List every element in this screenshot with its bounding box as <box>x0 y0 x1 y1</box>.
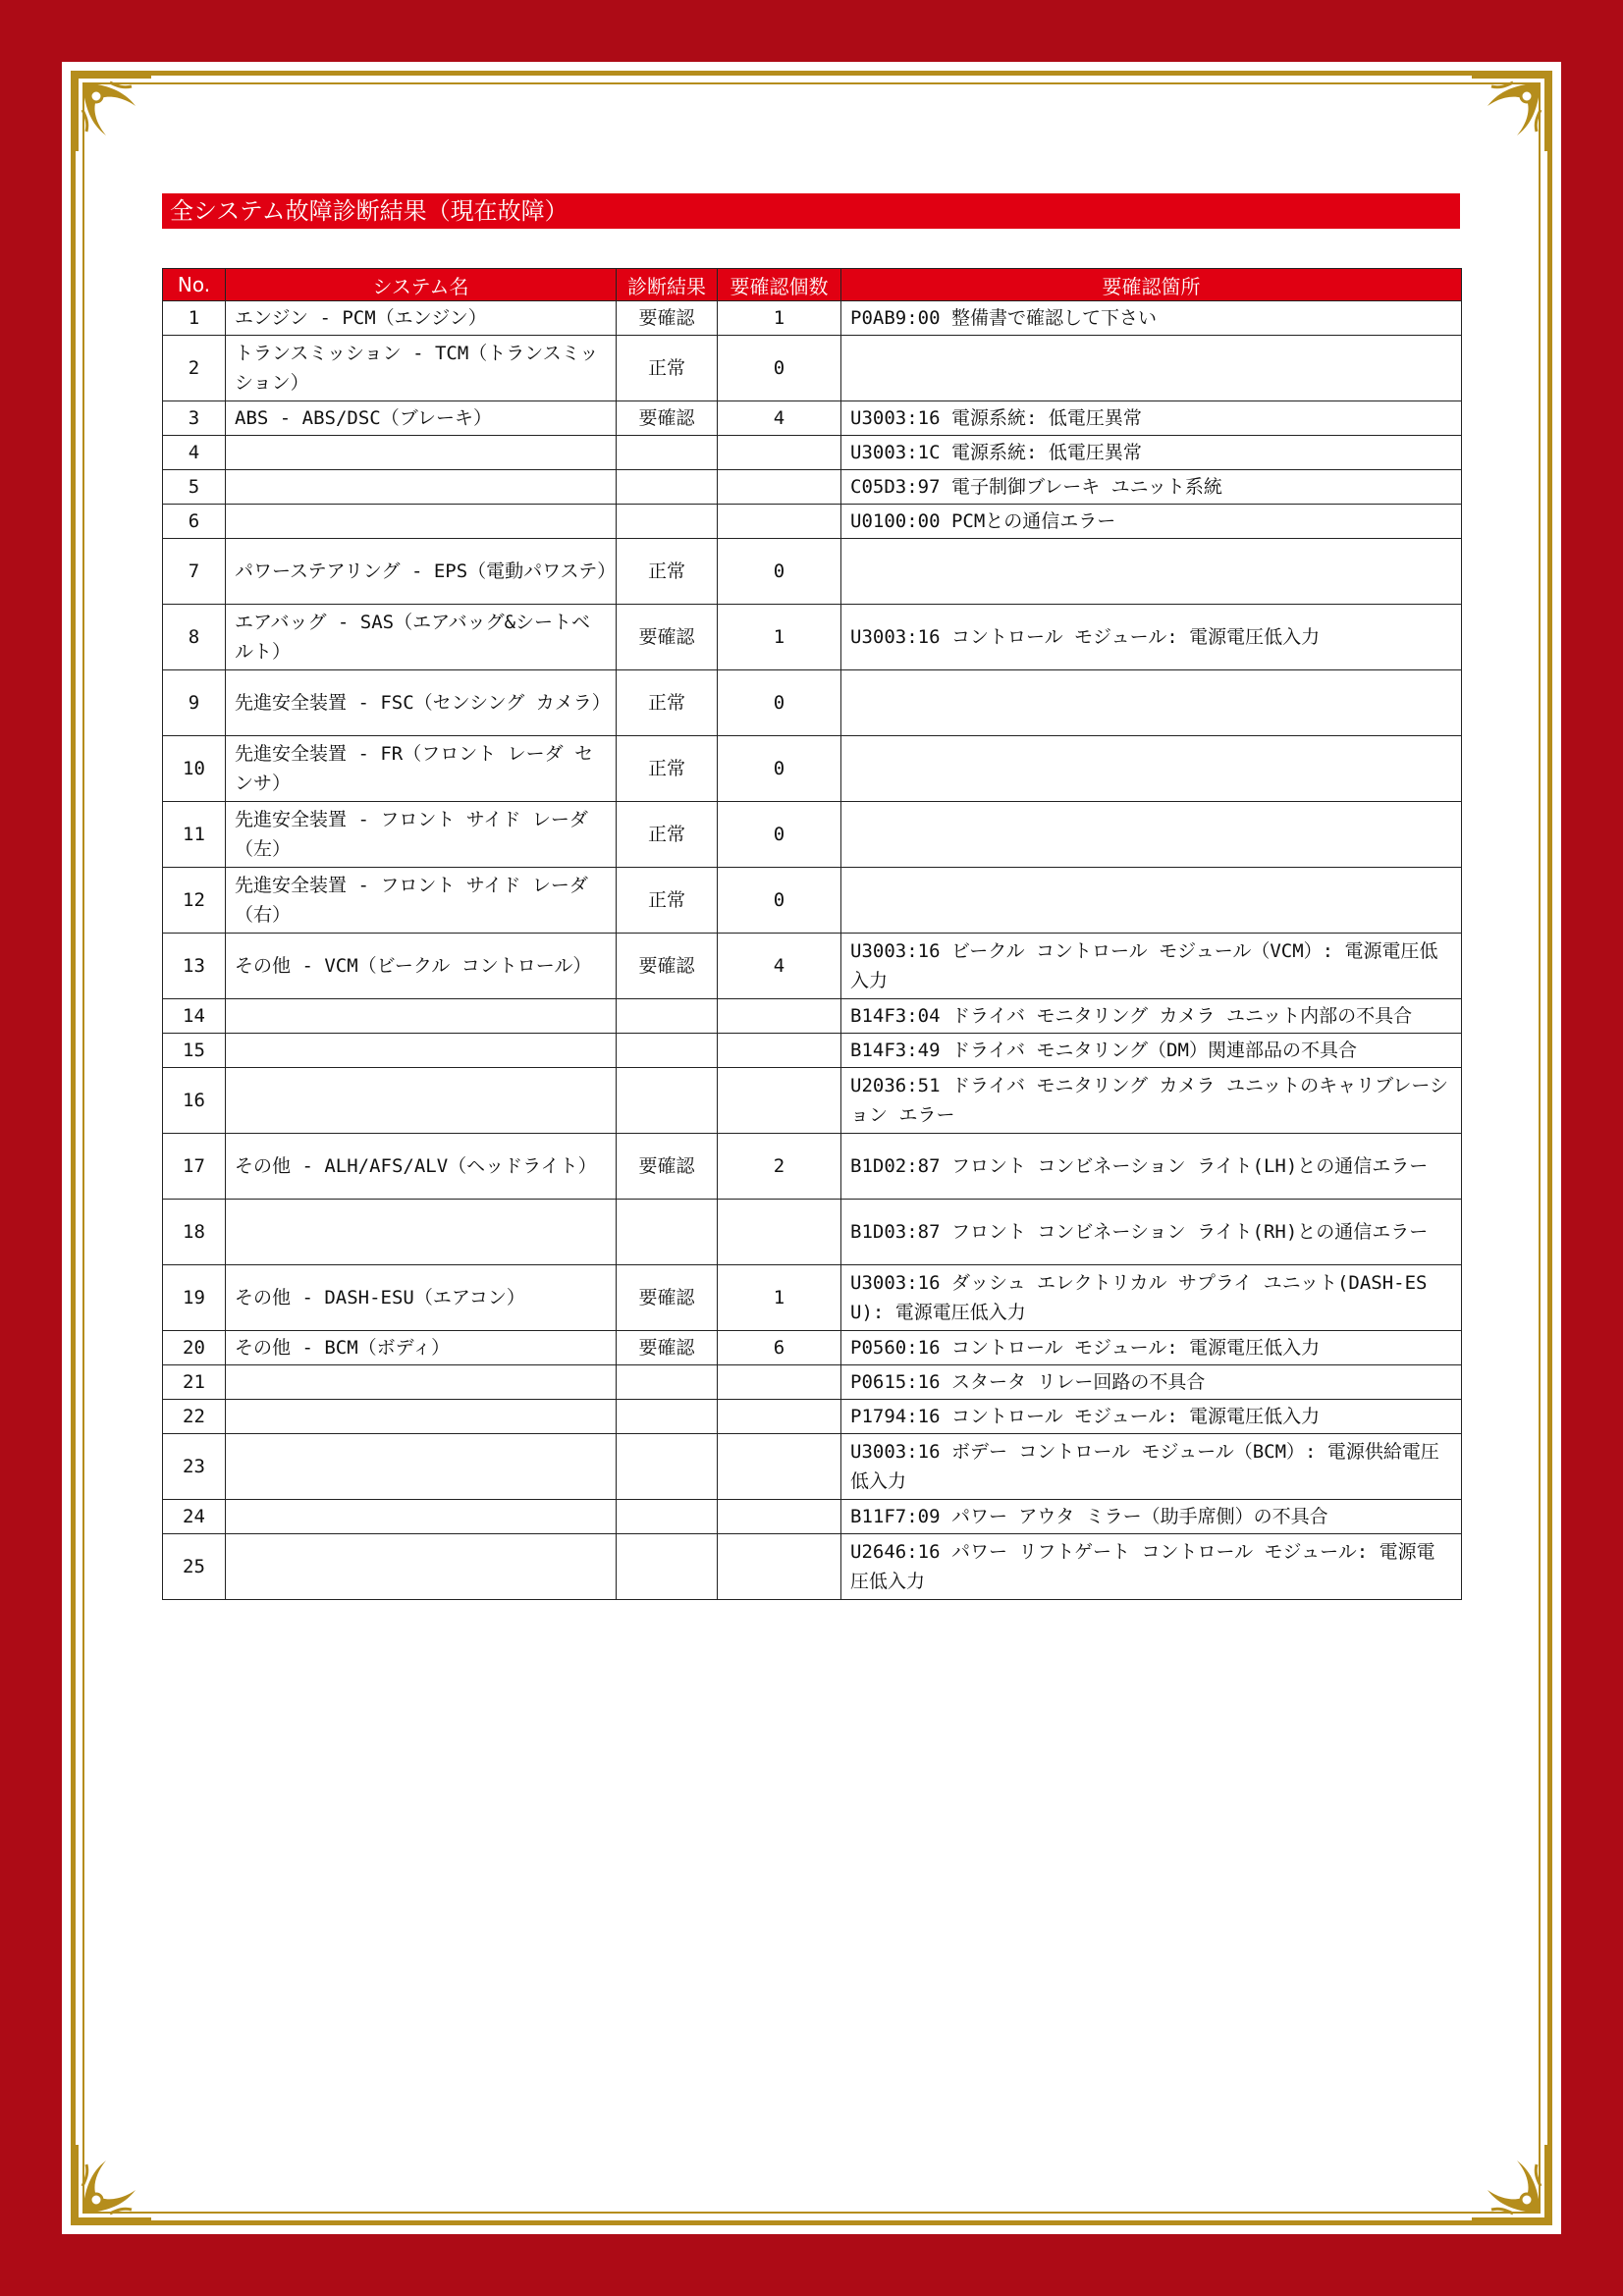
cell-detail: U3003:16 ボデー コントロール モジュール（BCM）: 電源供給電圧低入力 <box>841 1434 1462 1500</box>
ornament-corner-icon <box>67 2141 155 2229</box>
cell-result: 正常 <box>617 868 718 934</box>
cell-result <box>617 1200 718 1265</box>
cell-detail: U3003:16 コントロール モジュール: 電源電圧低入力 <box>841 605 1462 670</box>
cell-detail: P0560:16 コントロール モジュール: 電源電圧低入力 <box>841 1331 1462 1365</box>
cell-count: 4 <box>718 934 841 999</box>
cell-detail: C05D3:97 電子制御ブレーキ ユニット系統 <box>841 470 1462 505</box>
table-row <box>163 539 1462 605</box>
cell-detail: P0AB9:00 整備書で確認して下さい <box>841 301 1462 336</box>
cell-result: 正常 <box>617 670 718 736</box>
table-row <box>163 470 1462 505</box>
header-detail: 要確認箇所 <box>841 269 1462 301</box>
table-row <box>163 401 1462 436</box>
header-count: 要確認個数 <box>718 269 841 301</box>
cell-no: 12 <box>163 868 226 934</box>
cell-result <box>617 1534 718 1600</box>
cell-result <box>617 470 718 505</box>
cell-result: 要確認 <box>617 1134 718 1200</box>
cell-no: 21 <box>163 1365 226 1400</box>
cell-no: 23 <box>163 1434 226 1500</box>
cell-count: 4 <box>718 401 841 436</box>
cell-count <box>718 999 841 1034</box>
cell-detail <box>841 868 1462 934</box>
cell-count <box>718 470 841 505</box>
cell-count: 0 <box>718 539 841 605</box>
cell-count <box>718 1200 841 1265</box>
cell-count <box>718 1034 841 1068</box>
cell-system: その他 - ALH/AFS/ALV（ヘッドライト） <box>226 1134 617 1200</box>
cell-count: 0 <box>718 670 841 736</box>
cell-result: 要確認 <box>617 605 718 670</box>
cell-system: その他 - VCM（ビークル コントロール） <box>226 934 617 999</box>
cell-detail: P0615:16 スタータ リレー回路の不具合 <box>841 1365 1462 1400</box>
ornament-corner-icon <box>67 67 155 155</box>
cell-detail: B14F3:49 ドライバ モニタリング（DM）関連部品の不具合 <box>841 1034 1462 1068</box>
cell-system <box>226 470 617 505</box>
table-row <box>163 1200 1462 1265</box>
cell-no: 20 <box>163 1331 226 1365</box>
cell-system <box>226 1034 617 1068</box>
cell-result <box>617 1400 718 1434</box>
cell-detail: U0100:00 PCMとの通信エラー <box>841 505 1462 539</box>
cell-detail: B1D02:87 フロント コンビネーション ライト(LH)との通信エラー <box>841 1134 1462 1200</box>
cell-no: 19 <box>163 1265 226 1331</box>
table-row <box>163 1034 1462 1068</box>
cell-count <box>718 1500 841 1534</box>
cell-result: 要確認 <box>617 1265 718 1331</box>
table-row <box>163 1068 1462 1134</box>
table-row <box>163 336 1462 401</box>
cell-system: 先進安全装置 - FR（フロント レーダ センサ） <box>226 736 617 802</box>
table-row <box>163 670 1462 736</box>
cell-result: 正常 <box>617 336 718 401</box>
cell-no: 1 <box>163 301 226 336</box>
cell-no: 17 <box>163 1134 226 1200</box>
cell-count <box>718 505 841 539</box>
cell-system: エアバッグ - SAS（エアバッグ&シートベルト） <box>226 605 617 670</box>
cell-count: 6 <box>718 1331 841 1365</box>
table-row <box>163 934 1462 999</box>
cell-no: 5 <box>163 470 226 505</box>
cell-system <box>226 1534 617 1600</box>
cell-detail: U3003:16 ビークル コントロール モジュール（VCM）: 電源電圧低入力 <box>841 934 1462 999</box>
cell-detail: U2036:51 ドライバ モニタリング カメラ ユニットのキャリブレーション エラー <box>841 1068 1462 1134</box>
cell-result <box>617 1434 718 1500</box>
table-row <box>163 605 1462 670</box>
cell-result <box>617 1034 718 1068</box>
cell-detail: P1794:16 コントロール モジュール: 電源電圧低入力 <box>841 1400 1462 1434</box>
cell-system: 先進安全装置 - FSC（センシング カメラ） <box>226 670 617 736</box>
cell-result <box>617 1365 718 1400</box>
table-row <box>163 802 1462 868</box>
table-row <box>163 1500 1462 1534</box>
cell-system: その他 - DASH-ESU（エアコン） <box>226 1265 617 1331</box>
cell-system <box>226 1434 617 1500</box>
cell-result: 要確認 <box>617 1331 718 1365</box>
cell-system <box>226 1365 617 1400</box>
cell-count: 1 <box>718 301 841 336</box>
cell-no: 9 <box>163 670 226 736</box>
cell-system: 先進安全装置 - フロント サイド レーダ（左） <box>226 802 617 868</box>
header-no: No. <box>163 269 226 301</box>
cell-no: 24 <box>163 1500 226 1534</box>
cell-result: 要確認 <box>617 401 718 436</box>
cell-count: 0 <box>718 868 841 934</box>
table-row <box>163 1400 1462 1434</box>
cell-count <box>718 1434 841 1500</box>
cell-system <box>226 1068 617 1134</box>
table-row <box>163 1134 1462 1200</box>
cell-system <box>226 1400 617 1434</box>
cell-no: 25 <box>163 1534 226 1600</box>
cell-no: 15 <box>163 1034 226 1068</box>
cell-detail <box>841 736 1462 802</box>
cell-no: 3 <box>163 401 226 436</box>
table-row <box>163 1365 1462 1400</box>
cell-result <box>617 505 718 539</box>
table-header-row <box>163 269 1462 301</box>
ornament-corner-icon <box>1468 67 1556 155</box>
page-title: 全システム故障診断結果（現在故障） <box>162 193 1460 229</box>
cell-no: 16 <box>163 1068 226 1134</box>
cell-no: 11 <box>163 802 226 868</box>
cell-detail: U3003:1C 電源系統: 低電圧異常 <box>841 436 1462 470</box>
cell-no: 10 <box>163 736 226 802</box>
cell-system <box>226 436 617 470</box>
cell-no: 7 <box>163 539 226 605</box>
cell-result: 要確認 <box>617 301 718 336</box>
cell-detail: U3003:16 電源系統: 低電圧異常 <box>841 401 1462 436</box>
cell-system: エンジン - PCM（エンジン） <box>226 301 617 336</box>
cell-detail <box>841 336 1462 401</box>
header-system-name: システム名 <box>226 269 617 301</box>
cell-result <box>617 999 718 1034</box>
cell-count <box>718 436 841 470</box>
cell-no: 4 <box>163 436 226 470</box>
cell-no: 6 <box>163 505 226 539</box>
cell-result: 要確認 <box>617 934 718 999</box>
table-row <box>163 999 1462 1034</box>
cell-system <box>226 505 617 539</box>
cell-count <box>718 1068 841 1134</box>
cell-detail: U3003:16 ダッシュ エレクトリカル サプライ ユニット(DASH-ESU): 電源電圧低入力 <box>841 1265 1462 1331</box>
cell-no: 14 <box>163 999 226 1034</box>
cell-no: 22 <box>163 1400 226 1434</box>
cell-count <box>718 1365 841 1400</box>
cell-system: その他 - BCM（ボディ） <box>226 1331 617 1365</box>
header-result: 診断結果 <box>617 269 718 301</box>
table-row <box>163 1331 1462 1365</box>
table-row <box>163 1534 1462 1600</box>
cell-no: 13 <box>163 934 226 999</box>
cell-no: 2 <box>163 336 226 401</box>
cell-count: 2 <box>718 1134 841 1200</box>
table-row <box>163 301 1462 336</box>
cell-detail: B14F3:04 ドライバ モニタリング カメラ ユニット内部の不具合 <box>841 999 1462 1034</box>
cell-count: 0 <box>718 736 841 802</box>
cell-system: トランスミッション - TCM（トランスミッション） <box>226 336 617 401</box>
cell-system: パワーステアリング - EPS（電動パワステ） <box>226 539 617 605</box>
cell-count: 0 <box>718 336 841 401</box>
cell-result <box>617 1068 718 1134</box>
cell-system <box>226 1500 617 1534</box>
cell-result <box>617 1500 718 1534</box>
cell-count <box>718 1400 841 1434</box>
cell-system <box>226 999 617 1034</box>
cell-detail: B11F7:09 パワー アウタ ミラー（助手席側）の不具合 <box>841 1500 1462 1534</box>
table-row <box>163 1265 1462 1331</box>
cell-system <box>226 1200 617 1265</box>
diagnosis-table <box>162 268 1462 1600</box>
table-row <box>163 436 1462 470</box>
cell-system: 先進安全装置 - フロント サイド レーダ（右） <box>226 868 617 934</box>
table-row <box>163 736 1462 802</box>
cell-result: 正常 <box>617 736 718 802</box>
cell-result: 正常 <box>617 539 718 605</box>
table-row <box>163 868 1462 934</box>
cell-result <box>617 436 718 470</box>
cell-detail <box>841 670 1462 736</box>
table-row <box>163 505 1462 539</box>
cell-detail <box>841 802 1462 868</box>
cell-detail: U2646:16 パワー リフトゲート コントロール モジュール: 電源電圧低入力 <box>841 1534 1462 1600</box>
cell-count: 0 <box>718 802 841 868</box>
cell-no: 8 <box>163 605 226 670</box>
cell-count <box>718 1534 841 1600</box>
cell-detail: B1D03:87 フロント コンビネーション ライト(RH)との通信エラー <box>841 1200 1462 1265</box>
cell-result: 正常 <box>617 802 718 868</box>
table-row <box>163 1434 1462 1500</box>
cell-no: 18 <box>163 1200 226 1265</box>
cell-system: ABS - ABS/DSC（ブレーキ） <box>226 401 617 436</box>
cell-count: 1 <box>718 1265 841 1331</box>
ornament-corner-icon <box>1468 2141 1556 2229</box>
cell-detail <box>841 539 1462 605</box>
cell-count: 1 <box>718 605 841 670</box>
